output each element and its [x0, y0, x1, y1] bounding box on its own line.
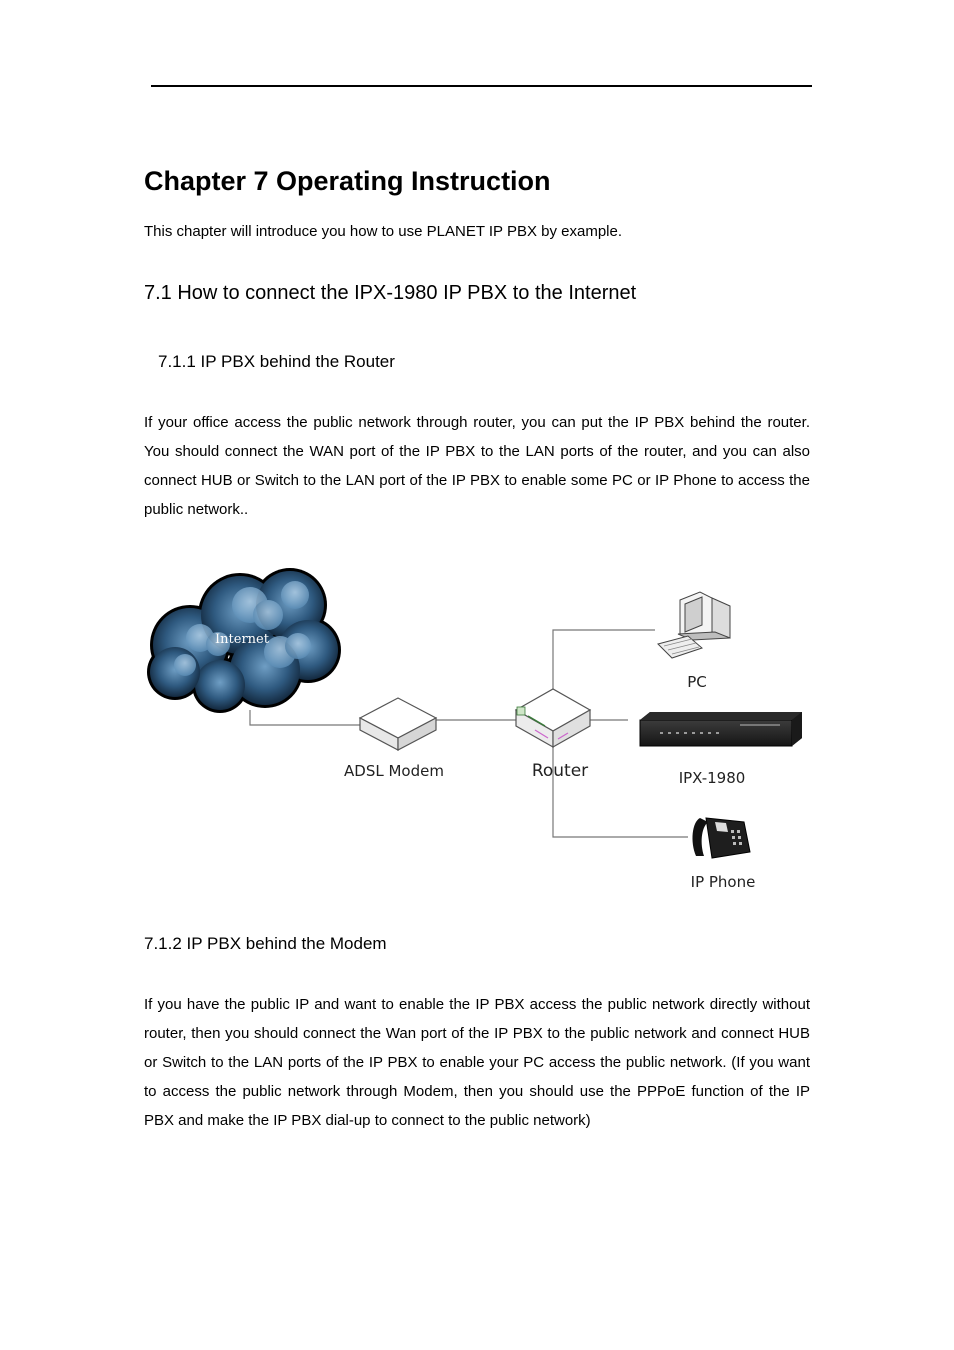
ip-phone-icon — [693, 818, 750, 858]
router-label: Router — [531, 761, 589, 781]
adsl-modem-icon — [360, 698, 436, 750]
section-title: 7.1 How to connect the IPX-1980 IP PBX to the Internet — [144, 282, 637, 304]
ip-phone-label: IP Phone — [690, 873, 756, 891]
subsection-title-modem: 7.1.2 IP PBX behind the Modem — [144, 934, 387, 953]
intro-text: This chapter will introduce you how to use PLANET IP PBX by example. — [144, 223, 623, 240]
internet-cloud-icon — [147, 568, 341, 713]
paragraph-modem: If you have the public IP and want to enable the IP PBX access the public network directly without router, then you should connect the Wan port of the IP PBX to the public network and connect HUB or Switch to the LAN ports of the IP PBX to enable your PC access the public network. (If you want to access the public network through Modem, then you should use the PPPoE function of the IP PBX and make the IP PBX dial-up to connect to the public network) — [144, 996, 810, 1129]
router-icon — [516, 689, 590, 747]
network-diagram — [140, 560, 820, 900]
ipx-1980-icon — [640, 712, 802, 746]
pc-icon — [658, 592, 730, 658]
internet-label: Internet — [215, 632, 269, 647]
paragraph-router: If your office access the public network through router, you can put the IP PBX behind the router. You should connect the WAN port of the IP PBX to the LAN ports of the router, and you can also connect HUB or Switch to the LAN port of the IP PBX to enable some PC or IP Phone to access the public network.. — [144, 414, 810, 518]
chapter-title: Chapter 7 Operating Instruction — [144, 166, 551, 196]
subsection-title-router: 7.1.1 IP PBX behind the Router — [158, 352, 395, 371]
pc-label: PC — [687, 673, 707, 691]
adsl-modem-label: ADSL Modem — [344, 762, 444, 780]
ipx-1980-label: IPX-1980 — [678, 769, 746, 787]
header-rule — [151, 85, 812, 87]
